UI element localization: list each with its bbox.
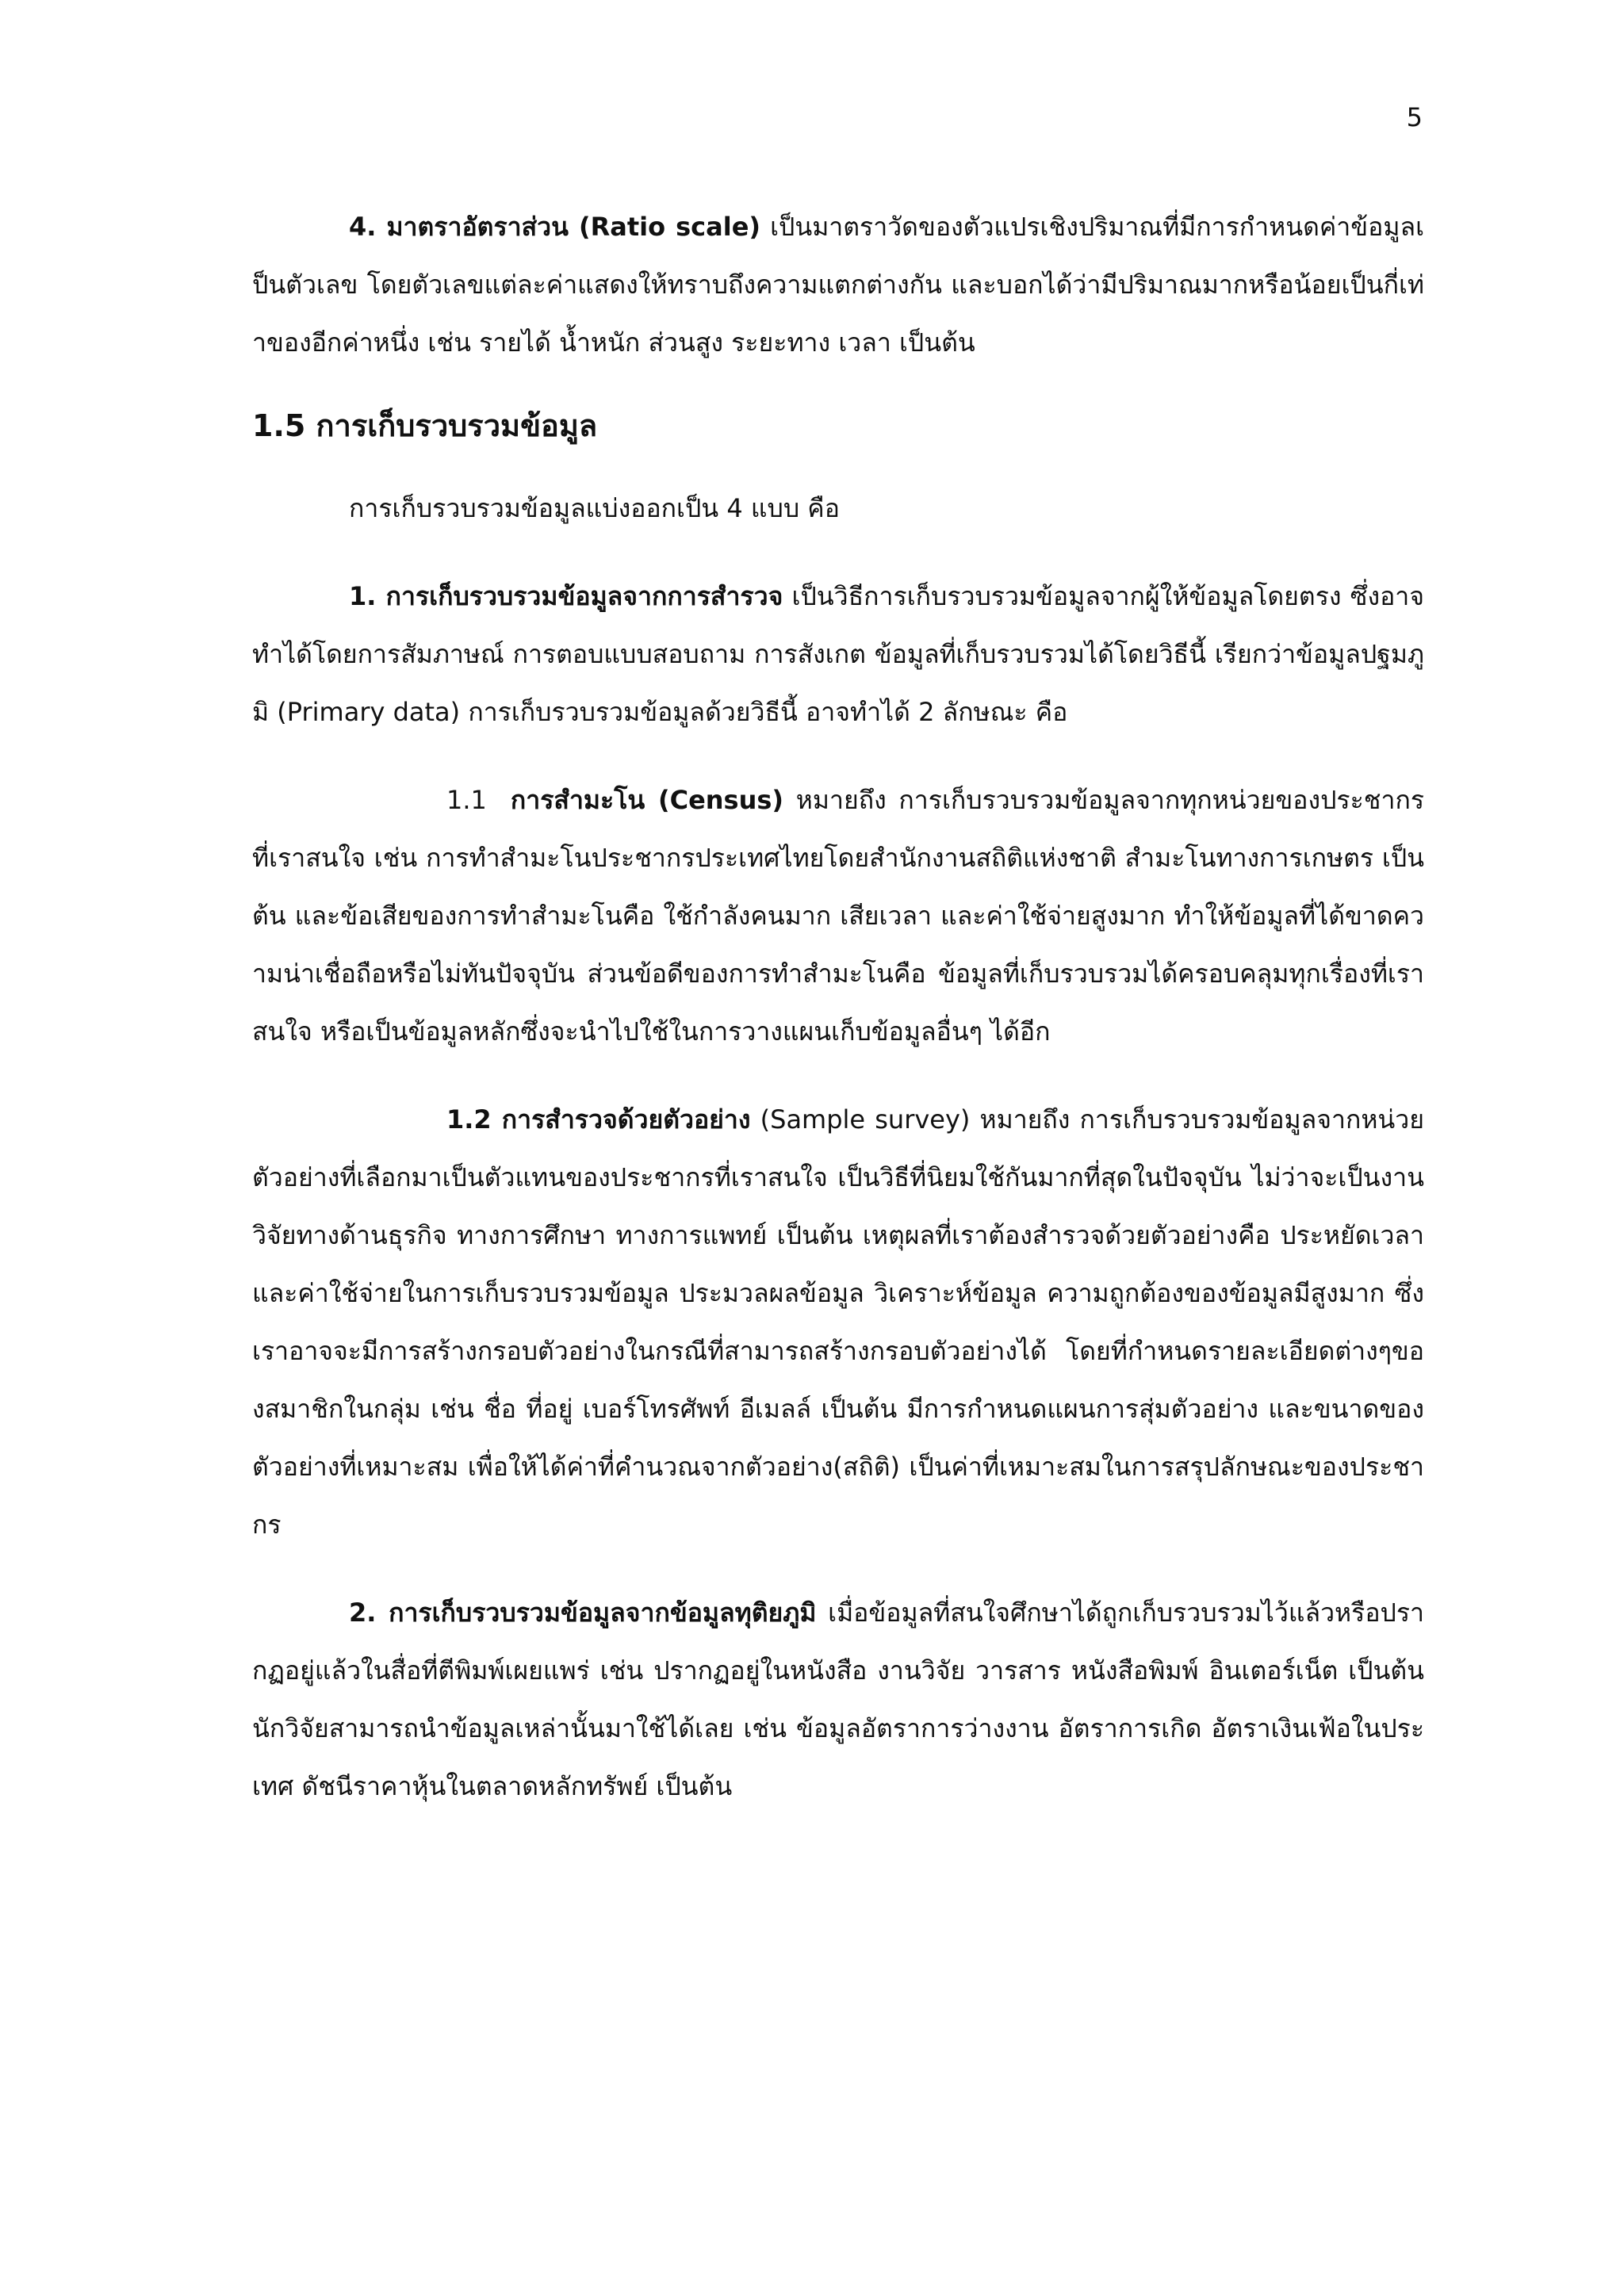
ratio-scale-text: เป็นมาตราวัดของตัวแปรเชิงปริมาณที่มีการกำหนดค่าข้อมูลเป็นตัวเลข โดยตัวเลขแต่ละค่าแสดงให้ทราบถึงความแตกต่างกัน และบอกได้ว่ามีปริมาณมากหรือน้อยเป็นกี่เท่าของอีกค่าหนึ่ง เช่น รายได้ น้ำหนัก ส่วนสูง ระยะทาง เวลา เป็นต้น	[252, 212, 1425, 358]
secondary-paragraph	[252, 1584, 1424, 1816]
secondary-title: 2. การเก็บรวบรวมข้อมูลจากข้อมูลทุติยภูมิ	[349, 1598, 817, 1628]
survey-paragraph	[252, 568, 1424, 741]
census-paragraph	[252, 771, 1424, 1061]
section-heading: 1.5 การเก็บรวบรวมข้อมูล	[252, 408, 598, 443]
page-number: 5	[1406, 102, 1423, 132]
census-title: การสำมะโน (Census)	[510, 785, 784, 815]
ratio-scale-title: 4. มาตราอัตราส่วน (Ratio scale)	[349, 212, 761, 242]
document-body	[252, 198, 1424, 1846]
survey-text: เป็นวิธีการเก็บรวบรวมข้อมูลจากผู้ให้ข้อมูลโดยตรง ซึ่งอาจทำได้โดยการสัมภาษณ์ การตอบแบบสอบถาม การสังเกต ข้อมูลที่เก็บรวบรวมได้โดยวิธีนี้ เรียกว่าข้อมูลปฐมภูมิ (Primary data) การเก็บรวบรวมข้อมูลด้วยวิธีนี้ อาจทำได้ 2 ลักษณะ คือ	[252, 581, 1424, 727]
sample-survey-paragraph	[252, 1091, 1424, 1554]
sample-survey-title: 1.2 การสำรวจด้วยตัวอย่าง	[446, 1104, 751, 1135]
ratio-scale-paragraph	[252, 198, 1424, 372]
secondary-text: เมื่อข้อมูลที่สนใจศึกษาได้ถูกเก็บรวบรวมไว้แล้วหรือปรากฏอยู่แล้วในสื่อที่ตีพิมพ์เผยแพร่ เช่น ปรากฏอยู่ในหนังสือ งานวิจัย วารสาร หนังสือพิมพ์ อินเตอร์เน็ต เป็นต้น นักวิจัยสามารถนำข้อมูลเหล่านั้นมาใช้ได้เลย เช่น ข้อมูลอัตราการว่างงาน อัตราการเกิด อัตราเงินเฟ้อในประเทศ ดัชนีราคาหุ้นในตลาดหลักทรัพย์ เป็นต้น	[252, 1598, 1425, 1801]
survey-title: 1. การเก็บรวบรวมข้อมูลจากการสำรวจ	[349, 581, 783, 611]
sample-survey-text: (Sample survey) หมายถึง การเก็บรวบรวมข้อมูลจากหน่วยตัวอย่างที่เลือกมาเป็นตัวแทนของประชากรที่เราสนใจ เป็นวิธีที่นิยมใช้กันมากที่สุดในปัจจุบัน ไม่ว่าจะเป็นงานวิจัยทางด้านธุรกิจ ทางการศึกษา ทางการแพทย์ เป็นต้น เหตุผลที่เราต้องสำรวจด้วยตัวอย่างคือ ประหยัดเวลาและค่าใช้จ่ายในการเก็บรวบรวมข้อมูล ประมวลผลข้อมูล วิเคราะห์ข้อมูล ความถูกต้องของข้อมูลมีสูงมาก ซึ่งเราอาจจะมีการสร้างกรอบตัวอย่างในกรณีที่สามารถสร้างกรอบตัวอย่างได้ โดยที่กำหนดรายละเอียดต่างๆของสมาชิกในกลุ่ม เช่น ชื่อ ที่อยู่ เบอร์โทรศัพท์ อีเมลล์ เป็นต้น มีการกำหนดแผนการสุ่มตัวอย่าง และขนาดของตัวอย่างที่เหมาะสม เพื่อให้ได้ค่าที่คำนวณจากตัวอย่าง(สถิติ) เป็นค่าที่เหมาะสมในการสรุปลักษณะของประชากร	[252, 1104, 1425, 1540]
census-text: หมายถึง การเก็บรวบรวมข้อมูลจากทุกหน่วยของประชากรที่เราสนใจ เช่น การทำสำมะโนประชากรประเทศไทยโดยสำนักงานสถิติแห่งชาติ สำมะโนทางการเกษตร เป็นต้น และข้อเสียของการทำสำมะโนคือ ใช้กำลังคนมาก เสียเวลา และค่าใช้จ่ายสูงมาก ทำให้ข้อมูลที่ได้ขาดความน่าเชื่อถือหรือไม่ทันปัจจุบัน ส่วนข้อดีของการทำสำมะโนคือ ข้อมูลที่เก็บรวบรวมได้ครอบคลุมทุกเรื่องที่เราสนใจ หรือเป็นข้อมูลหลักซึ่งจะนำไปใช้ในการวางแผนเก็บข้อมูลอื่นๆ ได้อีก	[252, 785, 1425, 1047]
census-number: 1.1	[446, 785, 487, 815]
section-intro: การเก็บรวบรวมข้อมูลแบ่งออกเป็น 4 แบบ คือ	[349, 493, 840, 523]
